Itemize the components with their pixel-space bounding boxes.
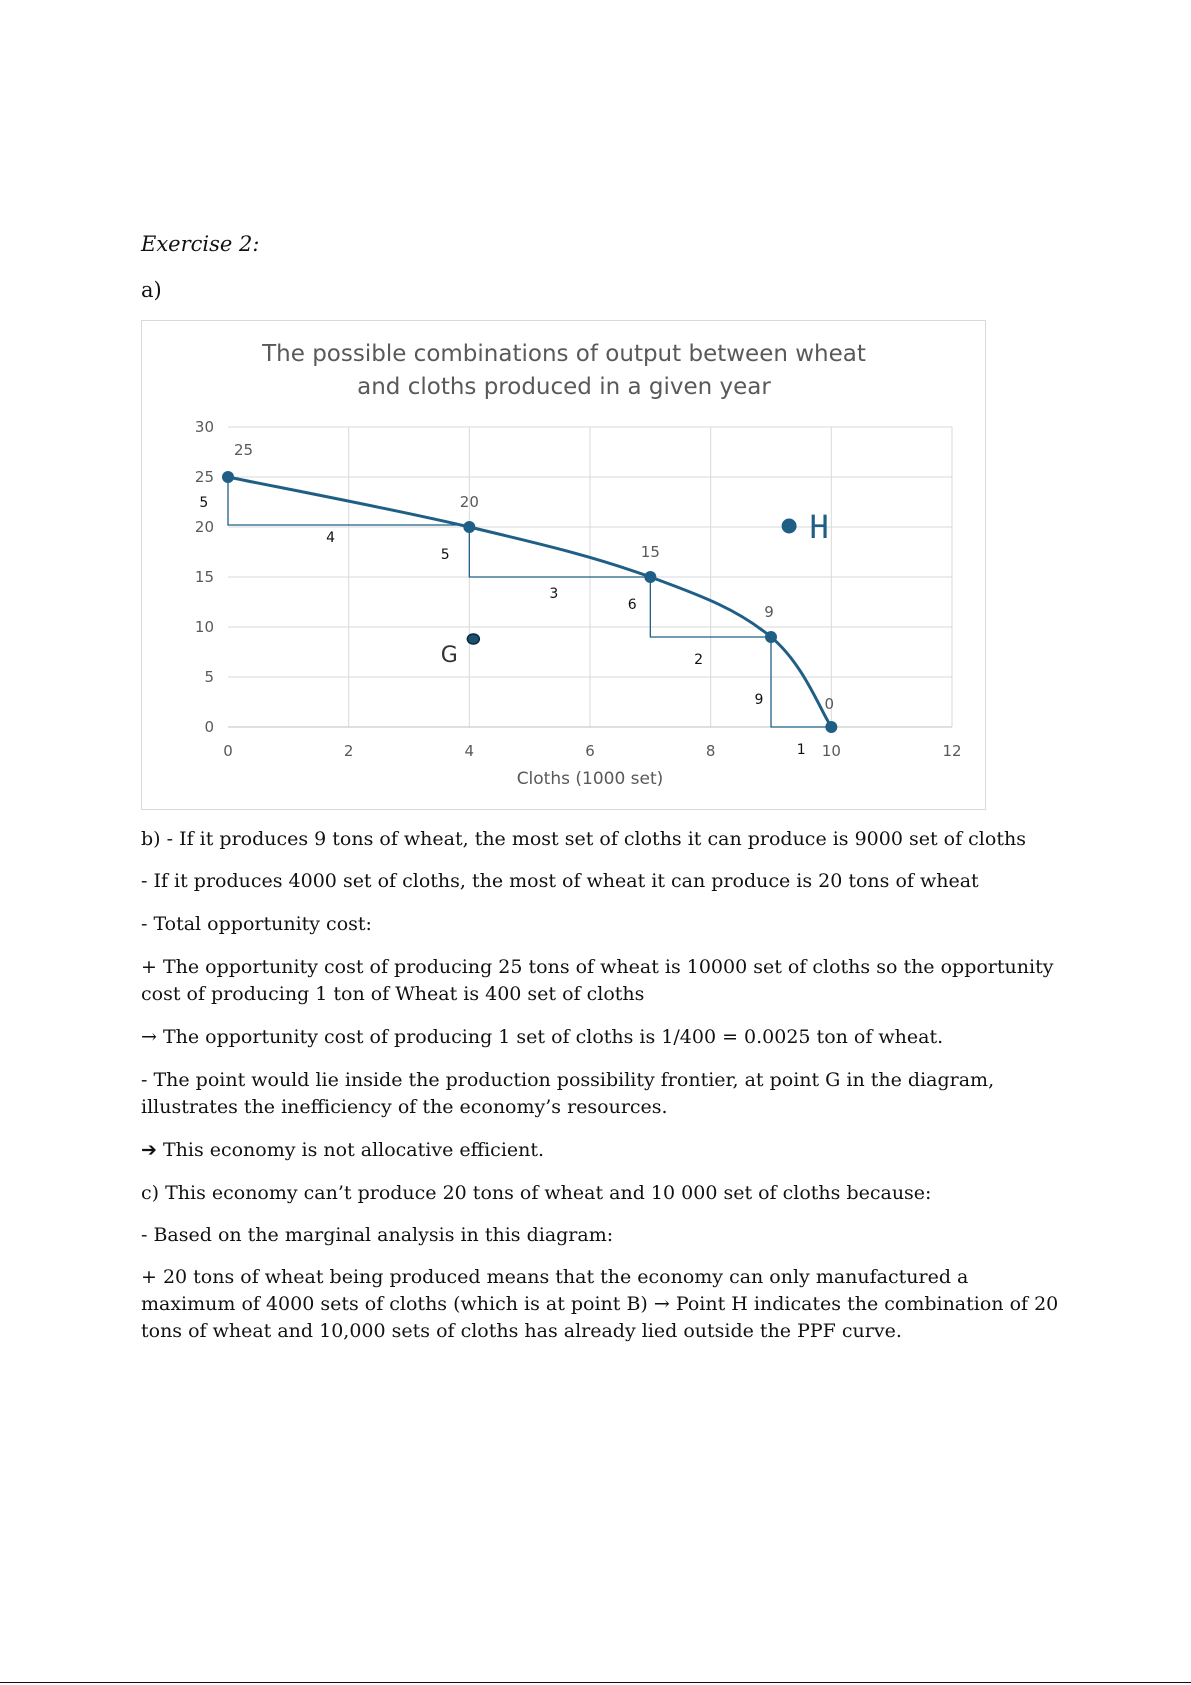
ppf-curve-line	[228, 477, 831, 727]
marginal-annotation: 1	[796, 742, 806, 758]
x-tick-label: 10	[821, 742, 841, 760]
paragraph-b-6: - The point would lie inside the production possibility frontier, at point G in the diagram, illustrates the inefficiency of the economy’s resources.	[141, 1069, 995, 1118]
ppf-point-label: 15	[640, 543, 660, 561]
part-a-label: a)	[141, 278, 162, 302]
paragraph-c-3: + 20 tons of wheat being produced means that the economy can only manufactured a maximum of 4000 sets of cloths (which is at point B) → Point H indicates the combination of 20 tons of wheat and 10,000 sets of cloths has already lied outside the PPF curve.	[141, 1266, 1059, 1342]
marginal-annotation: 3	[549, 586, 559, 602]
ppf-data-point	[463, 521, 475, 533]
paragraph-b-4: + The opportunity cost of producing 25 tons of wheat is 10000 set of cloths so the opportunity cost of producing 1 ton of Wheat is 400 set of cloths	[141, 956, 1054, 1005]
y-tick-label: 5	[204, 668, 214, 686]
paragraph-b-1: b) - If it produces 9 tons of wheat, the most set of cloths it can produce is 9000 set of cloths	[141, 828, 1026, 850]
ppf-chart-svg	[142, 321, 987, 811]
x-axis-label: Cloths (1000 set)	[516, 769, 664, 789]
paragraph-b-2: - If it produces 4000 set of cloths, the most of wheat it can produce is 20 tons of wheat	[141, 870, 979, 892]
ppf-data-point	[644, 571, 656, 583]
point-h-marker	[782, 519, 797, 534]
page-bottom-rule	[0, 1682, 1191, 1683]
marginal-annotation: 9	[754, 692, 764, 708]
chart-title-line: The possible combinations of output between wheat	[262, 341, 866, 367]
marginal-annotation: 5	[440, 547, 450, 563]
ppf-point-label: 25	[234, 441, 254, 459]
ppf-point-label: 0	[824, 695, 835, 713]
ppf-point-label: 20	[459, 493, 479, 511]
x-tick-label: 12	[942, 742, 962, 760]
y-tick-label: 30	[194, 418, 214, 436]
paragraph-b-3: - Total opportunity cost:	[141, 913, 372, 935]
y-tick-label: 15	[194, 568, 214, 586]
marginal-annotation: 6	[627, 597, 637, 613]
y-tick-label: 20	[194, 518, 214, 536]
ppf-chart	[141, 320, 986, 810]
marginal-annotation: 4	[326, 530, 336, 546]
paragraph-c-2: - Based on the marginal analysis in this diagram:	[141, 1224, 614, 1246]
x-tick-label: 6	[585, 742, 595, 760]
paragraph-b-5: → The opportunity cost of producing 1 set of cloths is 1/400 = 0.0025 ton of wheat.	[141, 1026, 944, 1048]
ppf-point-label: 9	[764, 603, 774, 621]
y-tick-label: 25	[194, 468, 214, 486]
y-tick-label: 0	[204, 718, 214, 736]
ppf-data-point	[765, 631, 777, 643]
paragraph-b-7: ➔ This economy is not allocative efficient.	[141, 1139, 545, 1161]
exercise-title: Exercise 2:	[141, 232, 260, 256]
marginal-annotation: 5	[199, 495, 209, 511]
x-tick-label: 0	[223, 742, 233, 760]
point-h-label: H	[809, 508, 829, 546]
point-g-marker	[467, 634, 479, 644]
paragraph-c-1: c) This economy can’t produce 20 tons of wheat and 10 000 set of cloths because:	[141, 1182, 932, 1204]
x-tick-label: 4	[464, 742, 475, 760]
ppf-data-point	[825, 721, 837, 733]
x-tick-label: 8	[705, 742, 716, 760]
chart-title-line: and cloths produced in a given year	[357, 374, 771, 400]
point-g-label: G	[440, 643, 458, 668]
marginal-annotation: 2	[694, 652, 704, 668]
x-tick-label: 2	[343, 742, 354, 760]
y-tick-label: 10	[194, 618, 214, 636]
ppf-data-point	[222, 471, 234, 483]
